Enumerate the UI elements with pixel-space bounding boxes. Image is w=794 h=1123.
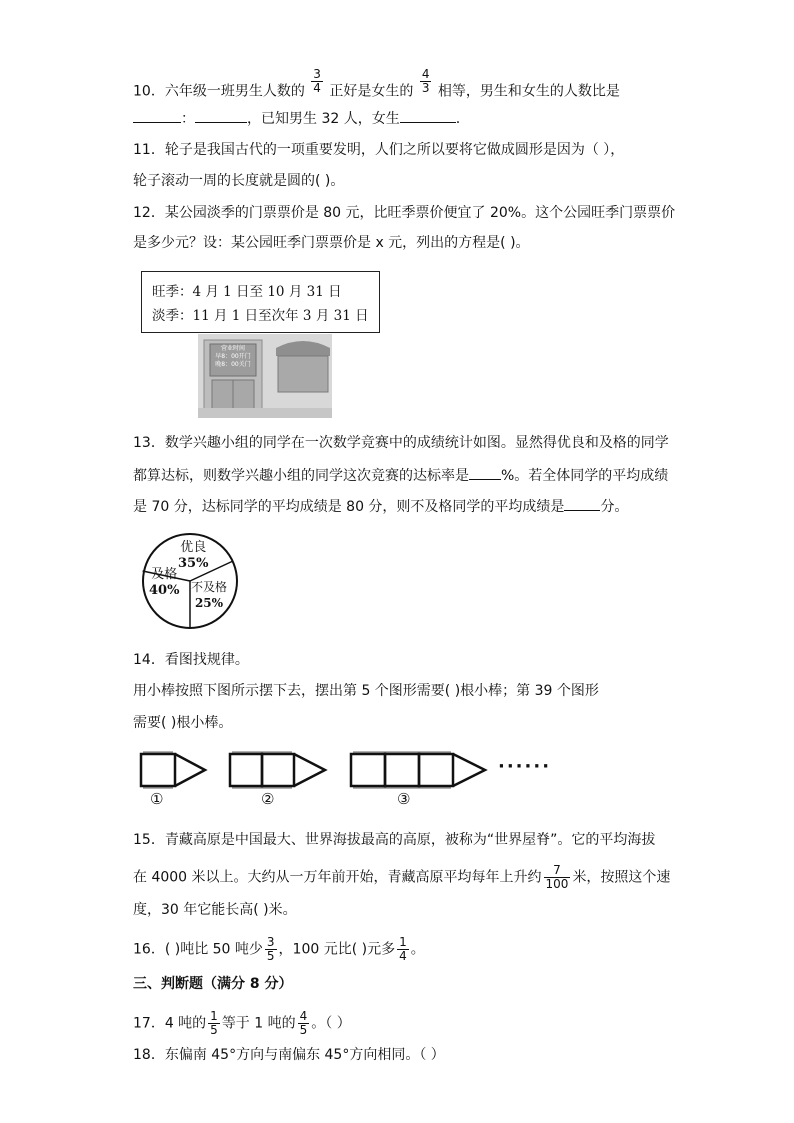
- q11-line2: 轮子滚动一周的长度就是圆的( )。: [133, 173, 345, 189]
- q11-line1: 11．轮子是我国古代的一项重要发明，人们之所以要将它做成圆形是因为（ ），: [133, 142, 625, 158]
- fraction-3-4: $\frac{3}{4}$: [313, 67, 321, 95]
- q16-line: 16．( )吨比 50 吨少 $\frac{3}{5}$ ，100 元比( )元多 $\frac{1}{4}$ 。: [133, 935, 425, 963]
- q14-line2: 需要( )根小棒。: [133, 715, 233, 731]
- pie-label-pass: 及格: [151, 567, 178, 582]
- q13-blank-1[interactable]: [469, 465, 501, 480]
- sign-line-2: 晚8：00关门: [215, 361, 251, 368]
- pie-label-excellent: 优良: [180, 540, 207, 555]
- q12-line2: 是多少元？设：某公园旺季门票票价是 x 元，列出的方程是( )。: [133, 235, 530, 251]
- q10-line1: 10．六年级一班男生人数的 $\frac{3}{4}$ 正好是女生的 $\frac{4}{3}$ 相等，男生和女生的人数比是: [133, 67, 620, 100]
- figure-label-1: ①: [150, 790, 164, 808]
- figure-label-2: ②: [261, 790, 275, 808]
- q10-blank-2[interactable]: [195, 108, 247, 123]
- off-season-text: 淡季：11 月 1 日至次年 3 月 31 日: [152, 308, 369, 324]
- q15-line1: 15．青藏高原是中国最大、世界海拔最高的高原，被称为“世界屋脊”。它的平均海拔: [133, 832, 656, 848]
- q13-line1: 13．数学兴趣小组的同学在一次数学竞赛中的成绩统计如图。显然得优良和及格的同学: [133, 435, 669, 451]
- fraction-7-100: $\frac{7}{100}$: [545, 863, 569, 891]
- q13-blank-2[interactable]: [564, 496, 600, 511]
- score-pie-chart: [140, 531, 240, 635]
- sign-title: 营业时间: [220, 345, 245, 352]
- sign-line-1: 早8：00开门: [215, 353, 251, 360]
- q14-line1: 用小棒按照下图所示摆下去，摆出第 5 个图形需要( )根小棒；第 39 个图形: [133, 683, 599, 699]
- section-3-heading: 三、判断题（满分 8 分）: [133, 976, 293, 992]
- q14-title: 14．看图找规律。: [133, 652, 249, 668]
- pie-value-excellent: 35%: [178, 556, 209, 571]
- fraction-1-4: $\frac{1}{4}$: [399, 935, 407, 963]
- pie-value-fail: 25%: [194, 596, 224, 610]
- q12-line1: 12．某公园淡季的门票票价是 80 元，比旺季票价便宜了 20%。这个公园旺季门票票价: [133, 205, 676, 221]
- park-gate-image: [198, 334, 332, 418]
- q10-blank-1[interactable]: [133, 108, 181, 123]
- season-info-box: [141, 271, 380, 333]
- q10-line2: ： ，已知男生 32 人，女生 .: [133, 108, 460, 128]
- q15-line2: 在 4000 米以上。大约从一万年前开始，青藏高原平均每年上升约 $\frac{7}{100}$ 米，按照这个速: [133, 863, 671, 891]
- q13-line3: 是 70 分，达标同学的平均成绩是 80 分，则不及格同学的平均成绩是 分。: [133, 496, 628, 516]
- stick-pattern-figure: [135, 744, 495, 818]
- q13-line2: 都算达标，则数学兴趣小组的同学这次竞赛的达标率是 %。若全体同学的平均成绩: [133, 465, 668, 485]
- pie-value-pass: 40%: [149, 583, 180, 598]
- fraction-4-3: $\frac{4}{3}$: [421, 67, 430, 95]
- fraction-3-5: $\frac{3}{5}$: [266, 935, 275, 963]
- figure-label-3: ③: [397, 790, 411, 808]
- pie-label-fail: 不及格: [191, 580, 228, 594]
- ellipsis: ······: [498, 756, 552, 777]
- q17-line: 17．4 吨的 $\frac{1}{5}$ 等于 1 吨的 $\frac{4}{5}$ 。（ ）: [133, 1009, 351, 1037]
- q10-blank-3[interactable]: [400, 108, 456, 123]
- q15-line3: 度，30 年它能长高( )米。: [133, 902, 297, 918]
- fraction-1-5: $\frac{1}{5}$: [210, 1009, 218, 1037]
- q18-line: 18．东偏南 45°方向与南偏东 45°方向相同。（ ）: [133, 1047, 445, 1063]
- peak-season-text: 旺季：4 月 1 日至 10 月 31 日: [152, 284, 342, 300]
- fraction-4-5: $\frac{4}{5}$: [299, 1009, 308, 1037]
